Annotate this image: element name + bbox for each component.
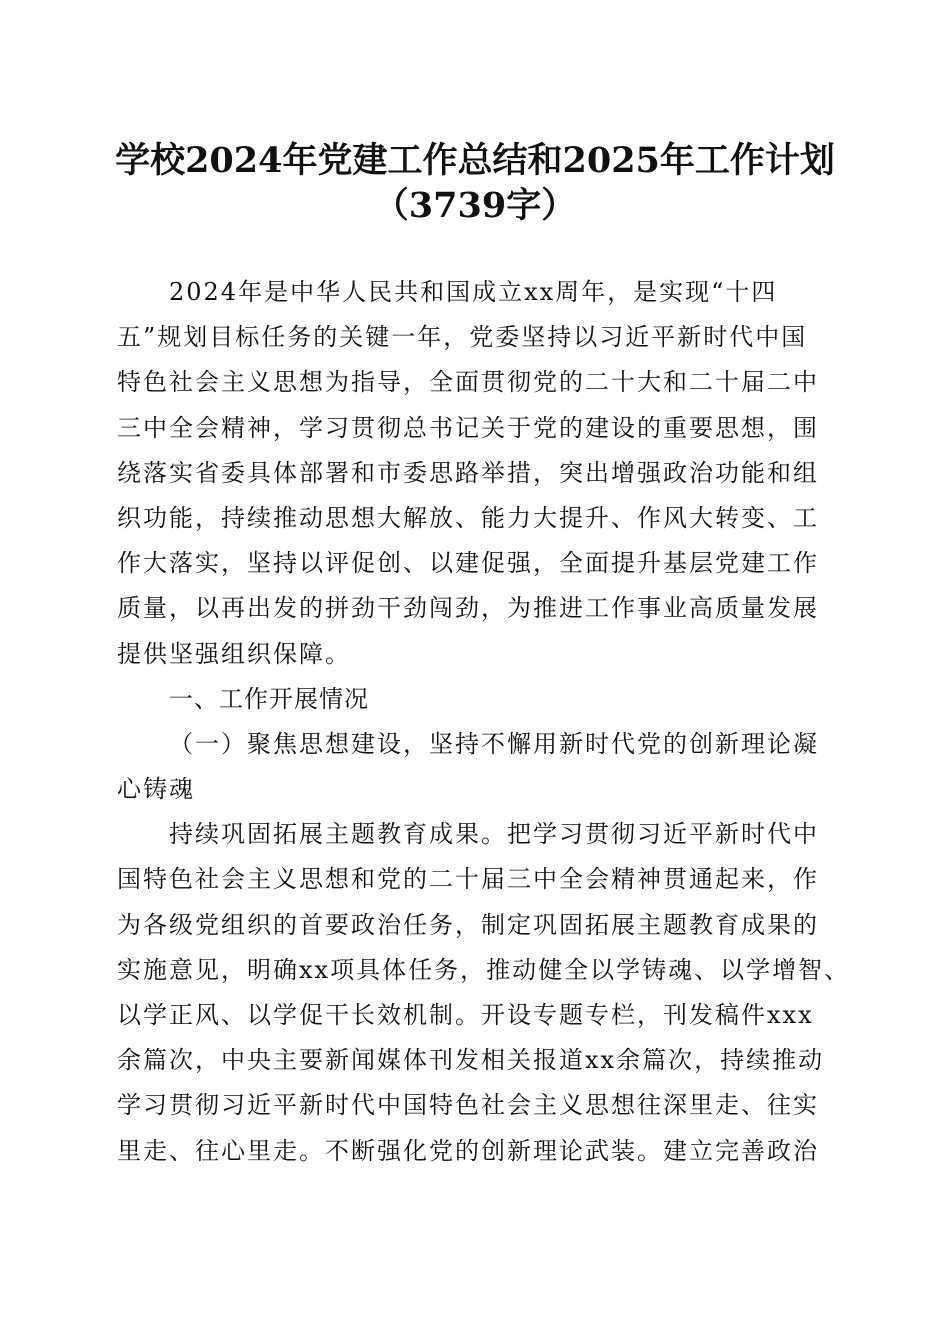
paragraph-line: 五”规划目标任务的关键一年，党委坚持以习近平新时代中国 [117, 323, 808, 352]
paragraph-line: 余篇次，中央主要新闻媒体刊发相关报道xx余篇次，持续推动 [117, 1046, 825, 1075]
paragraph-line: 学习贯彻习近平新时代中国特色社会主义思想往深里走、往实 [117, 1091, 819, 1120]
paragraph-line: 织功能，持续推动思想大解放、能力大提升、作风大转变、工 [117, 503, 819, 532]
paragraph-line: 国特色社会主义思想和党的二十届三中全会精神贯通起来，作 [117, 865, 819, 894]
paragraph-line: 作大落实，坚持以评促创、以建促强，全面提升基层党建工作 [117, 549, 819, 578]
subsection-heading-cont: 心铸魂 [117, 775, 195, 804]
paragraph-line: 质量，以再出发的拼劲干劲闯劲，为推进工作事业高质量发展 [117, 594, 819, 623]
paragraph-line: 持续巩固拓展主题教育成果。把学习贯彻习近平新时代中 [169, 820, 819, 849]
section-heading: 一、工作开展情况 [169, 684, 369, 713]
paragraph-line: 里走、往心里走。不断强化党的创新理论武装。建立完善政治 [117, 1136, 819, 1165]
document-title: 学校2024年党建工作总结和2025年工作计划 [115, 140, 835, 181]
paragraph-line: 2024年是中华人民共和国成立xx周年，是实现“十四 [169, 278, 778, 306]
document-body [117, 270, 851, 1174]
paragraph-line: 以学正风、以学促干长效机制。开设专题专栏，刊发稿件xxx [117, 1001, 814, 1029]
paragraph-line: 三中全会精神，学习贯彻总书记关于党的建设的重要思想，围 [117, 413, 819, 442]
paragraph-line: 特色社会主义思想为指导，全面贯彻党的二十大和二十届二中 [117, 368, 819, 397]
paragraph-line: 绕落实省委具体部署和市委思路举措，突出增强政治功能和组 [117, 458, 819, 487]
document-word-count: （3739字） [373, 185, 577, 226]
paragraph-line: 提供坚强组织保障。 [117, 639, 351, 668]
paragraph-line: 为各级党组织的首要政治任务，制定巩固拓展主题教育成果的 [117, 910, 819, 939]
subsection-heading: （一）聚焦思想建设，坚持不懈用新时代党的创新理论凝 [169, 729, 819, 758]
paragraph-line: 实施意见，明确xx项具体任务，推动健全以学铸魂、以学增智、 [117, 955, 851, 984]
